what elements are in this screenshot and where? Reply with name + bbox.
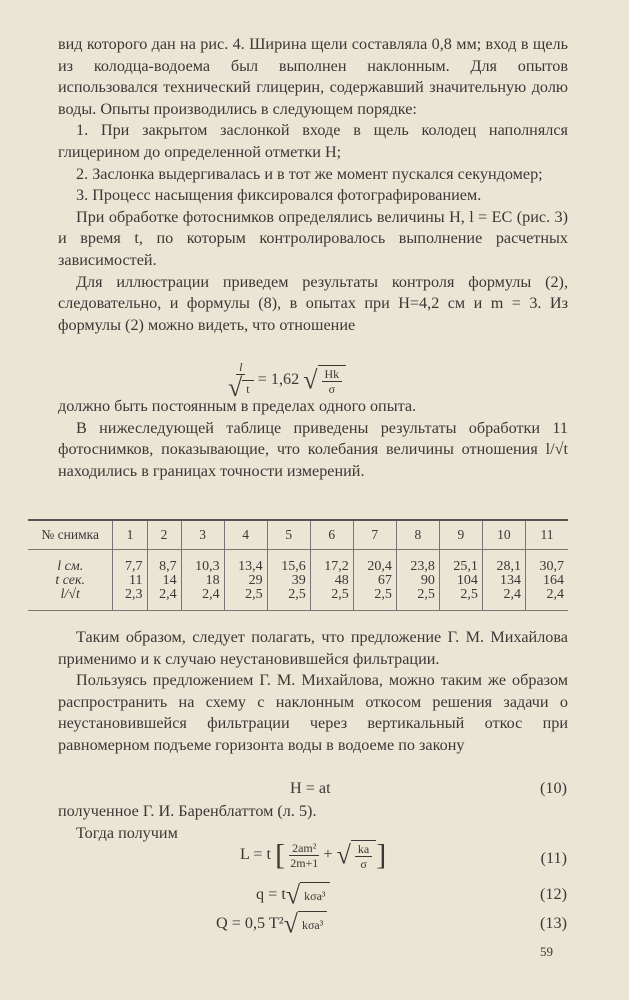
header-cell: 3 <box>181 520 224 550</box>
table-cell: 11 <box>113 574 147 588</box>
row-label: l см. <box>57 559 84 574</box>
paragraph: Таким образом, следует полагать, что предложение Г. М. Михайлова применимо и к случаю неустановившейся фильтрации. <box>58 628 568 668</box>
table-row <box>28 550 568 575</box>
table-cell: 14 <box>147 574 181 588</box>
equation-lhs: Q = 0,5 T² <box>216 914 284 932</box>
table-cell: 15,6 <box>267 550 310 575</box>
table-cell: 10,3 <box>181 550 224 575</box>
table-cell: 18 <box>181 574 224 588</box>
equation-number: (10) <box>540 779 567 797</box>
table-cell: 104 <box>439 574 482 588</box>
header-cell: 9 <box>439 520 482 550</box>
table-row <box>28 588 568 611</box>
table-cell: 7,7 <box>113 550 147 575</box>
list-item: 1. При закрытом заслонкой входе в щель колодец наполнялся глицерином до определенной отметки H; <box>58 121 568 161</box>
table-cell: 2,5 <box>439 588 482 611</box>
equation-lhs: L = t <box>240 845 272 864</box>
equation-text: H = at <box>290 779 331 797</box>
rad-numerator: Hk <box>322 367 343 382</box>
header-cell: 7 <box>353 520 396 550</box>
denominator: 2m+1 <box>290 856 319 870</box>
table-cell: 2,5 <box>396 588 439 611</box>
header-cell: № снимка <box>28 520 113 550</box>
table-cell: 20,4 <box>353 550 396 575</box>
table-cell: 13,4 <box>224 550 267 575</box>
equation-number: (11) <box>540 849 567 867</box>
page-number: 59 <box>540 944 553 959</box>
table-cell: 2,4 <box>147 588 181 611</box>
text-block-mid <box>58 396 568 482</box>
paragraph: должно быть постоянным в пределах одного опыта. <box>58 397 417 415</box>
header-cell: 8 <box>396 520 439 550</box>
table-cell: 2,4 <box>525 588 568 611</box>
table-cell: 2,4 <box>181 588 224 611</box>
equals-value: = 1,62 <box>257 370 300 389</box>
radicand: kσa³ <box>300 882 329 908</box>
table-cell: 2,5 <box>267 588 310 611</box>
numerator: l <box>236 360 245 375</box>
list-item: 2. Заслонка выдергивалась и в тот же момент пускался секундомер; <box>76 164 543 183</box>
paragraph: При обработке фотоснимков определялись величины H, l = EC (рис. 3) и время t, по которым контролировалось выполнение расчетных зависимостей. <box>58 207 568 269</box>
text-block-end <box>58 801 568 844</box>
table-cell: 164 <box>525 574 568 588</box>
table-cell: 25,1 <box>439 550 482 575</box>
header-cell: 6 <box>310 520 353 550</box>
table-cell: 30,7 <box>525 550 568 575</box>
equation-lhs: q = t <box>256 885 286 903</box>
table-cell: 23,8 <box>396 550 439 575</box>
table-cell: 29 <box>224 574 267 588</box>
row-label: t сек. <box>55 573 86 588</box>
paragraph: В нижеследующей таблице приведены результаты обработки 11 фотоснимков, показывающие, что колебания величины отношения l/√t находились в границах точности измерений. <box>58 418 568 480</box>
paragraph: Тогда получим <box>76 823 178 842</box>
row-label: l/√t <box>60 587 80 602</box>
header-cell: 10 <box>482 520 525 550</box>
header-cell: 11 <box>525 520 568 550</box>
table-cell: 48 <box>310 574 353 588</box>
equation-number: (12) <box>540 885 567 903</box>
header-cell: 5 <box>267 520 310 550</box>
table-cell: 67 <box>353 574 396 588</box>
text-block-bottom <box>58 627 568 757</box>
header-cell: 2 <box>147 520 181 550</box>
table-cell: 17,2 <box>310 550 353 575</box>
rad-denominator: σ <box>328 382 336 396</box>
list-item: 3. Процесс насыщения фиксировался фотографированием. <box>76 186 482 205</box>
header-cell: 4 <box>224 520 267 550</box>
header-cell: 1 <box>113 520 147 550</box>
table-header <box>28 520 568 550</box>
text-block-top <box>58 34 568 336</box>
radicand: kσa³ <box>298 911 327 937</box>
table-cell: 2,3 <box>113 588 147 611</box>
table-cell: 134 <box>482 574 525 588</box>
table-cell: 90 <box>396 574 439 588</box>
table-cell: 2,5 <box>353 588 396 611</box>
table-cell: 8,7 <box>147 550 181 575</box>
rad-numerator: ka <box>355 842 372 857</box>
paragraph: полученное Г. И. Баренблаттом (л. 5). <box>58 802 317 820</box>
denominator: t <box>242 380 253 396</box>
equation-number: (13) <box>540 914 567 932</box>
table-row <box>28 574 568 588</box>
table-cell: 28,1 <box>482 550 525 575</box>
rad-denominator: σ <box>360 857 367 871</box>
paragraph: Для иллюстрации приведем результаты контроля формулы (2), следовательно, и формулы (8), в опытах при H=4,2 см и m = 3. Из формулы (2) можно видеть, что отношение <box>58 272 568 334</box>
table-cell: 2,5 <box>224 588 267 611</box>
table-cell: 2,5 <box>310 588 353 611</box>
table-cell: 2,4 <box>482 588 525 611</box>
numerator: 2am² <box>289 841 319 856</box>
paragraph: Пользуясь предложением Г. М. Михайлова, можно таким же образом распространить на схему с наклонным откосом решения задачи о неустановившейся фильтрации через вертикальный откос при равномерном подъеме горизонта воды в водоеме по закону <box>58 671 568 754</box>
results-table <box>28 519 568 611</box>
table-cell: 39 <box>267 574 310 588</box>
paragraph: вид которого дан на рис. 4. Ширина щели составляла 0,8 мм; вход в щель из колодца-водоема был выполнен наклонным. Для опытов использовался технический глицерин, содержавший значительную долю воды. Опыты производились в следующем порядке: <box>58 35 568 118</box>
